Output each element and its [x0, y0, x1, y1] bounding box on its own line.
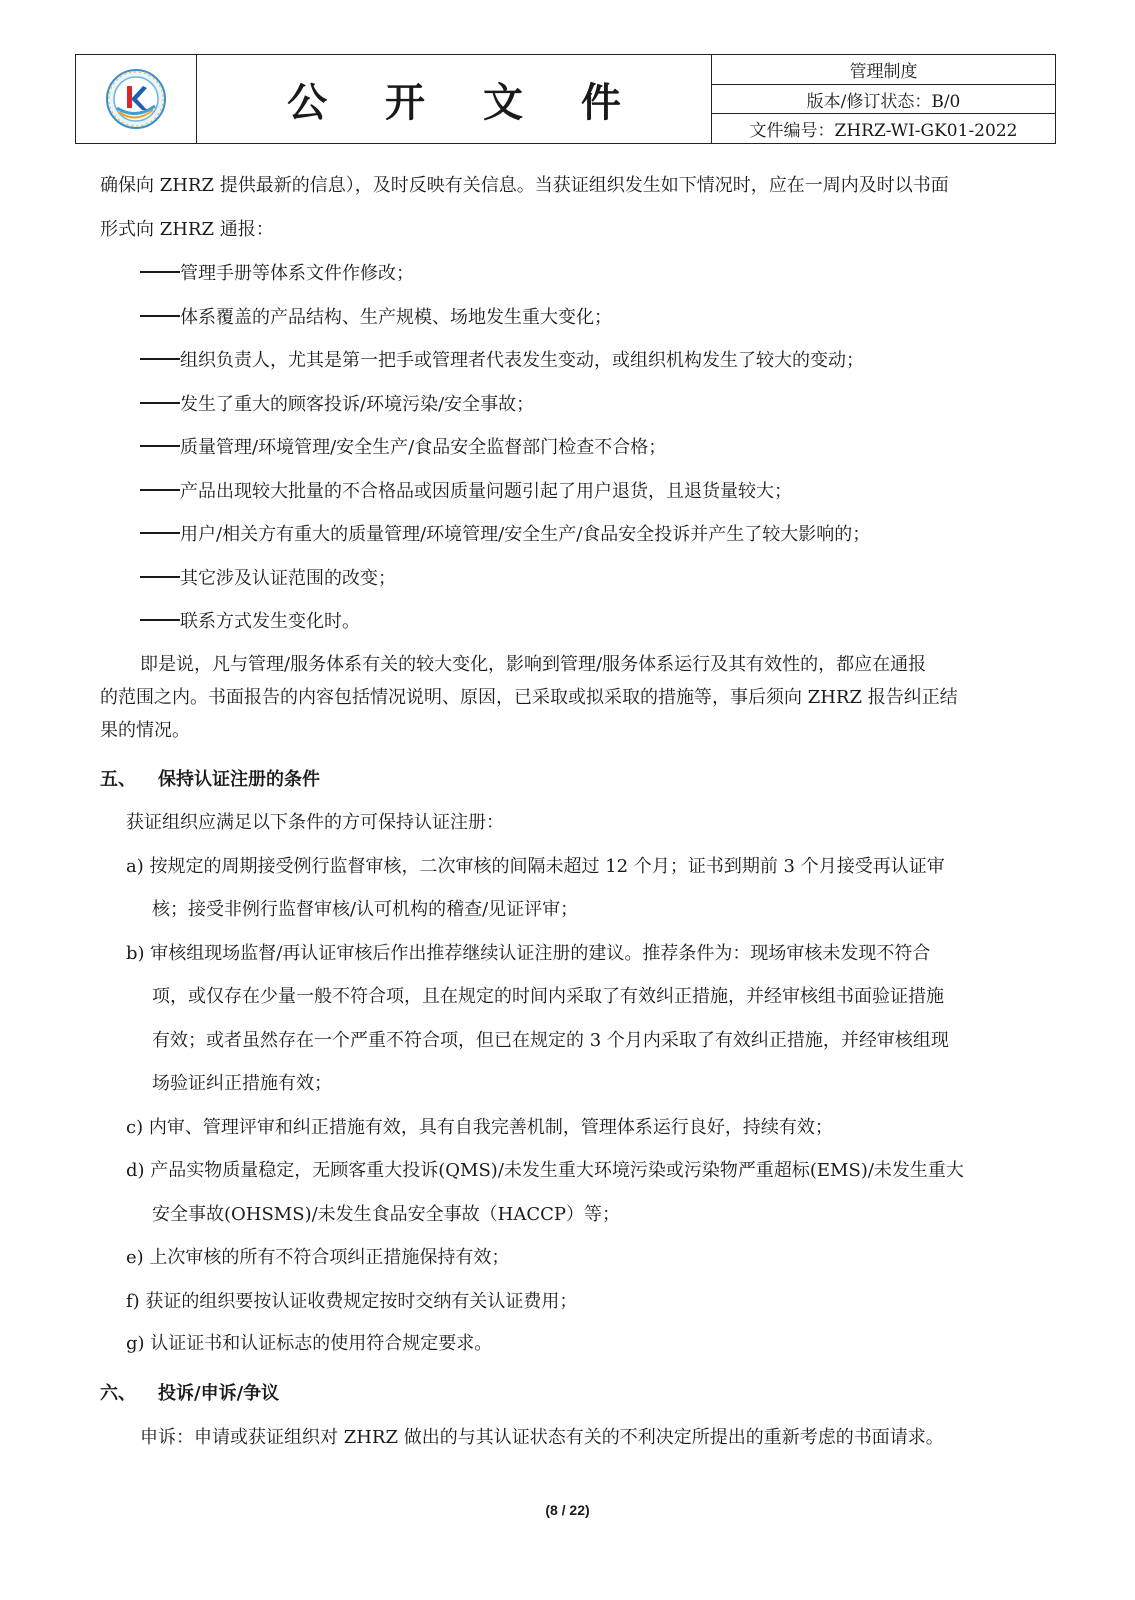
condition-line: 安全事故(OHSMS)/未发生食品安全事故（HACCP）等；: [152, 1204, 621, 1225]
condition-line: e) 上次审核的所有不符合项纠正措施保持有效；: [126, 1247, 510, 1268]
section-title: 保持认证注册的条件: [158, 769, 320, 790]
list-item: 联系方式发生变化时。: [140, 610, 360, 634]
section-5-heading: [100, 768, 320, 792]
condition-line: 项，或仅存在少量一般不符合项，且在规定的时间内采取了有效纠正措施，并经审核组书面验证措施: [152, 986, 944, 1007]
logo-cell: [76, 55, 197, 143]
paragraph-line: 的范围之内。书面报告的内容包括情况说明、原因，已采取或拟采取的措施等，事后须向 ZHRZ 报告纠正结: [100, 687, 958, 708]
list-item: 管理手册等体系文件作修改；: [140, 262, 414, 286]
condition-line: b) 审核组现场监督/再认证审核后作出推荐继续认证注册的建议。推荐条件为：现场审核未发现不符合: [126, 943, 931, 964]
dash-marker: [140, 532, 180, 534]
section-6-heading: [100, 1382, 279, 1406]
condition-line: a) 按规定的周期接受例行监督审核，二次审核的间隔未超过 12 个月；证书到期前 3 个月接受再认证审: [126, 856, 945, 877]
list-item: 质量管理/环境管理/安全生产/食品安全监督部门检查不合格；: [140, 436, 666, 460]
doc-number: 文件编号：ZHRZ-WI-GK01-2022: [749, 121, 1018, 142]
condition-line: d) 产品实物质量稳定，无顾客重大投诉(QMS)/未发生重大环境污染或污染物严重超标(EMS)/未发生重大: [126, 1160, 964, 1181]
doc-version: 版本/修订状态：B/0: [712, 85, 1055, 115]
condition-line: c) 内审、管理评审和纠正措施有效，具有自我完善机制，管理体系运行良好，持续有效；: [126, 1117, 833, 1138]
list-item: 组织负责人，尤其是第一把手或管理者代表发生变动，或组织机构发生了较大的变动；: [140, 349, 864, 373]
paragraph-line: 果的情况。: [100, 720, 190, 741]
list-item: 其它涉及认证范围的改变；: [140, 567, 396, 591]
list-item: 体系覆盖的产品结构、生产规模、场地发生重大变化；: [140, 306, 612, 330]
dash-marker: [140, 576, 180, 578]
dash-marker: [140, 358, 180, 360]
condition-line: g) 认证证书和认证标志的使用符合规定要求。: [126, 1333, 493, 1354]
paragraph-line: 即是说，凡与管理/服务体系有关的较大变化，影响到管理/服务体系运行及其有效性的，都应在通报: [140, 654, 927, 675]
document-header: [75, 54, 1056, 144]
section-number: 六、: [100, 1383, 136, 1404]
condition-line: 核；接受非例行监督审核/认可机构的稽查/见证评审；: [152, 899, 579, 920]
dash-marker: [140, 445, 180, 447]
list-item: 用户/相关方有重大的质量管理/环境管理/安全生产/食品安全投诉并产生了较大影响的；: [140, 523, 870, 547]
doc-category: 管理制度: [712, 55, 1055, 85]
intro-line-2: 形式向 ZHRZ 通报：: [100, 219, 274, 240]
list-item: 发生了重大的顾客投诉/环境污染/安全事故；: [140, 393, 534, 417]
dash-marker: [140, 315, 180, 317]
condition-line: 场验证纠正措施有效；: [152, 1073, 332, 1094]
dash-marker: [140, 489, 180, 491]
document-meta: [712, 55, 1055, 143]
list-item: 产品出现较大批量的不合格品或因质量问题引起了用户退货，且退货量较大；: [140, 480, 792, 504]
document-title: 公 开 文 件: [197, 55, 712, 143]
section-title: 投诉/申诉/争议: [158, 1383, 280, 1404]
section-text: 申诉：申请或获证组织对 ZHRZ 做出的与其认证状态有关的不利决定所提出的重新考虑的书面请求。: [140, 1427, 944, 1448]
organization-logo-icon: [105, 68, 167, 130]
dash-marker: [140, 402, 180, 404]
section-intro: 获证组织应满足以下条件的方可保持认证注册：: [126, 812, 504, 833]
page-number: (8 / 22): [545, 1502, 590, 1518]
dash-marker: [140, 619, 180, 621]
condition-line: f) 获证的组织要按认证收费规定按时交纳有关认证费用；: [126, 1291, 578, 1312]
dash-marker: [140, 271, 180, 273]
intro-line-1: 确保向 ZHRZ 提供最新的信息），及时反映有关信息。当获证组织发生如下情况时，应在一周内及时以书面: [100, 175, 949, 196]
condition-line: 有效；或者虽然存在一个严重不符合项，但已在规定的 3 个月内采取了有效纠正措施，并经审核组现: [152, 1030, 949, 1051]
section-number: 五、: [100, 769, 136, 790]
